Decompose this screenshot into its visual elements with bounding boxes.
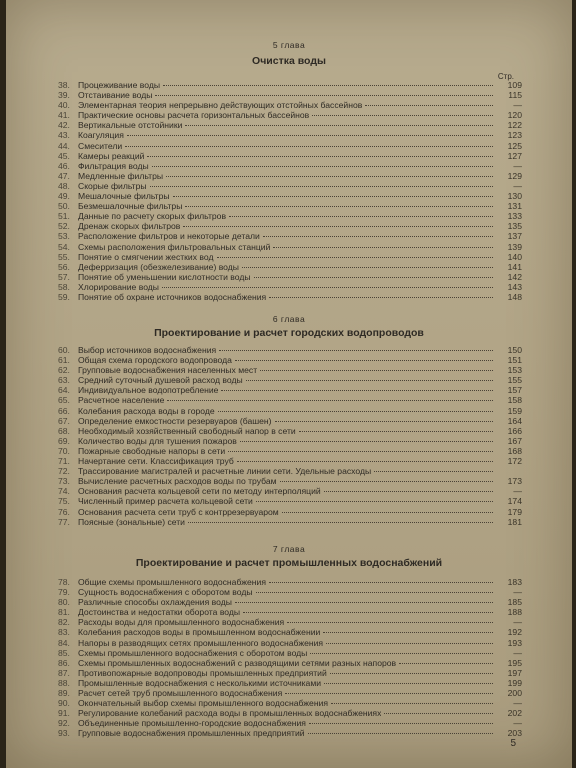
toc-entry-title: Безмешалочные фильтры <box>78 201 183 212</box>
toc-entry-page: 120 <box>507 110 522 121</box>
toc-entry <box>58 496 522 506</box>
toc-entry-number: 53. <box>58 231 70 242</box>
chapter-7-title: Проектирование и расчет промышленных водоснабжений <box>135 557 443 569</box>
toc-entry <box>58 597 522 607</box>
toc-entry <box>58 517 522 527</box>
toc-entry-page: 188 <box>507 607 522 618</box>
toc-entry-number: 52. <box>58 221 70 232</box>
toc-entry <box>58 446 522 456</box>
toc-entry-page: 164 <box>507 415 522 426</box>
dot-leader <box>263 235 493 237</box>
toc-entry <box>58 90 522 100</box>
toc-entry <box>58 708 522 718</box>
toc-entry-title: Понятие об уменьшении кислотности воды <box>78 271 251 282</box>
toc-entry-page: 140 <box>507 251 522 262</box>
toc-entry-number: 45. <box>58 150 70 161</box>
toc-entry <box>58 486 522 496</box>
toc-entry-number: 55. <box>58 251 70 262</box>
toc-entry-page: — <box>513 647 522 658</box>
dot-leader <box>155 94 493 96</box>
toc-entry-title: Объединенные промышленно-городские водоснабжения <box>78 718 306 729</box>
toc-entry-page: 173 <box>507 476 522 487</box>
toc-entry <box>58 355 522 365</box>
toc-entry <box>58 375 522 385</box>
toc-entry-page: 181 <box>507 516 522 527</box>
dot-leader <box>384 712 493 714</box>
toc-entry <box>58 110 522 120</box>
dot-leader <box>273 246 493 248</box>
toc-entry-title: Данные по расчету скорых фильтров <box>78 211 227 222</box>
toc-entry-number: 56. <box>58 261 70 272</box>
toc-entry-number: 54. <box>58 241 70 252</box>
toc-entry-number: 59. <box>58 291 70 302</box>
page-column-header: Стр. <box>497 72 514 81</box>
toc-entry-number: 82. <box>58 617 70 628</box>
toc-entry-number: 49. <box>58 191 70 202</box>
dot-leader <box>228 450 493 452</box>
toc-entry <box>58 292 522 302</box>
toc-entry-title: Схемы промышленных водоснабжений с разводящими сетями разных напоров <box>78 657 397 668</box>
toc-entry-page: 183 <box>507 577 522 587</box>
toc-entry-page: 197 <box>507 667 522 678</box>
toc-entry <box>58 211 522 221</box>
toc-entry-title: Понятие о смягчении жестких вод <box>78 251 214 262</box>
toc-entry-title: Поясные (зональные) сети <box>78 516 185 527</box>
dot-leader <box>229 215 493 217</box>
toc-entry-page: 179 <box>507 506 522 517</box>
toc-entry-number: 42. <box>58 120 70 131</box>
toc-entry <box>58 436 522 446</box>
toc-entry-title: Камеры реакций <box>78 150 145 161</box>
toc-entry-title: Медленные фильтры <box>78 170 164 181</box>
dot-leader <box>280 480 493 482</box>
dot-leader <box>285 692 493 694</box>
toc-entry-number: 78. <box>58 577 70 587</box>
toc-entry-number: 86. <box>58 657 70 668</box>
dot-leader <box>219 349 493 351</box>
toc-entry-title: Расчет сетей труб промышленного водоснабжения <box>78 688 283 699</box>
toc-entry-page: 139 <box>507 241 522 252</box>
dot-leader <box>235 601 493 603</box>
dot-leader <box>188 521 493 523</box>
toc-entry-number: 57. <box>58 271 70 282</box>
toc-entry-number: 85. <box>58 647 70 658</box>
toc-entry-number: 62. <box>58 365 70 376</box>
dot-leader <box>324 682 493 684</box>
toc-entry-page: 199 <box>507 677 522 688</box>
toc-entry-number: 61. <box>58 355 70 366</box>
toc-entry-title: Выбор источников водоснабжения <box>78 345 217 355</box>
toc-entry-page: 202 <box>507 708 522 719</box>
toc-entry <box>58 607 522 617</box>
dot-leader <box>269 581 493 583</box>
toc-entry-number: 74. <box>58 486 70 497</box>
toc-entry-number: 81. <box>58 607 70 618</box>
toc-entry-page: 130 <box>507 191 522 202</box>
toc-entry <box>58 130 522 140</box>
dot-leader <box>275 420 493 422</box>
dot-leader <box>256 500 493 502</box>
dot-leader <box>374 470 493 472</box>
toc-entry-title: Противопожарные водопроводы промышленных предприятий <box>78 667 327 678</box>
toc-entry-title: Групповые водоснабжения промышленных предприятий <box>78 728 305 739</box>
dot-leader <box>147 155 493 157</box>
toc-entry <box>58 426 522 436</box>
dot-leader <box>183 225 493 227</box>
toc-entry-page: 150 <box>507 345 522 355</box>
toc-entry-page: 158 <box>507 395 522 406</box>
toc-entry-title: Расчетное население <box>78 395 165 406</box>
toc-entry-title: Окончательный выбор схемы промышленного водоснабжения <box>78 698 329 709</box>
toc-entry <box>58 406 522 416</box>
dot-leader <box>254 276 493 278</box>
toc-entry-number: 83. <box>58 627 70 638</box>
toc-entry-title: Средний суточный душевой расход воды <box>78 375 243 386</box>
dot-leader <box>312 114 493 116</box>
dot-leader <box>162 286 493 288</box>
toc-entry-title: Колебания расхода воды в городе <box>78 405 215 416</box>
chapter-6-entries <box>58 345 522 527</box>
toc-entry-page: 195 <box>507 657 522 668</box>
dot-leader <box>125 145 493 147</box>
toc-entry-number: 60. <box>58 345 70 355</box>
toc-entry <box>58 171 522 181</box>
toc-entry <box>58 161 522 171</box>
toc-entry <box>58 181 522 191</box>
toc-entry <box>58 688 522 698</box>
toc-entry <box>58 262 522 272</box>
toc-entry-title: Дренаж скорых фильтров <box>78 221 181 232</box>
toc-entry-number: 51. <box>58 211 70 222</box>
toc-entry-number: 87. <box>58 667 70 678</box>
chapter-5-label: 5 глава <box>272 40 306 50</box>
toc-entry <box>58 698 522 708</box>
toc-entry <box>58 668 522 678</box>
dot-leader <box>331 702 493 704</box>
dot-leader <box>323 631 493 633</box>
toc-entry-page: 127 <box>507 150 522 161</box>
toc-entry-title: Процеживание воды <box>78 80 161 90</box>
toc-entry-page: — <box>513 100 522 111</box>
dot-leader <box>282 511 493 513</box>
toc-entry-page: 193 <box>507 637 522 648</box>
toc-entry-title: Смесители <box>78 140 123 151</box>
toc-entry-page: 172 <box>507 456 522 467</box>
toc-entry <box>58 221 522 231</box>
toc-entry-title: Количество воды для тушения пожаров <box>78 435 237 446</box>
toc-entry-title: Достоинства и недостатки оборота воды <box>78 607 241 618</box>
toc-entry <box>58 252 522 262</box>
toc-entry-number: 64. <box>58 385 70 396</box>
toc-entry-number: 77. <box>58 516 70 527</box>
toc-entry-title: Основания расчета сети труб с контррезервуаром <box>78 506 279 517</box>
toc-entry-page: 200 <box>507 688 522 699</box>
toc-entry-page: — <box>513 617 522 628</box>
toc-entry-title: Схемы промышленного водоснабжения с оборотом воды <box>78 647 308 658</box>
toc-entry-title: Основания расчета кольцевой сети по методу интерполяций <box>78 486 321 497</box>
toc-entry-title: Пожарные свободные напоры в сети <box>78 445 226 456</box>
dot-leader <box>221 389 493 391</box>
toc-entry-number: 84. <box>58 637 70 648</box>
toc-entry-number: 38. <box>58 80 70 90</box>
toc-entry-page: 125 <box>507 140 522 151</box>
toc-entry-page: — <box>513 160 522 171</box>
toc-entry-number: 65. <box>58 395 70 406</box>
dot-leader <box>173 195 493 197</box>
toc-entry <box>58 120 522 130</box>
toc-entry-page: 109 <box>507 80 522 90</box>
chapter-7-label: 7 глава <box>272 544 306 554</box>
toc-entry-title: Расходы воды для промышленного водоснабжения <box>78 617 285 628</box>
dot-leader <box>309 722 493 724</box>
toc-entry-title: Вычисление расчетных расходов воды по трубам <box>78 476 277 487</box>
dot-leader <box>330 672 493 674</box>
dot-leader <box>127 134 493 136</box>
dot-leader <box>163 84 493 86</box>
dot-leader <box>365 104 493 106</box>
toc-entry-number: 71. <box>58 456 70 467</box>
toc-entry-number: 50. <box>58 201 70 212</box>
dot-leader <box>256 591 493 593</box>
toc-entry-title: Понятие об охране источников водоснабжения <box>78 291 267 302</box>
toc-entry-page: 135 <box>507 221 522 232</box>
dot-leader <box>243 611 493 613</box>
chapter-7-entries <box>58 577 522 739</box>
toc-entry <box>58 151 522 161</box>
toc-entry-number: 72. <box>58 466 70 477</box>
toc-entry-page: — <box>513 718 522 729</box>
toc-entry-page: 151 <box>507 355 522 366</box>
toc-entry-number: 90. <box>58 698 70 709</box>
dot-leader <box>299 430 493 432</box>
toc-entry-page: 131 <box>507 201 522 212</box>
toc-entry-page: 122 <box>507 120 522 131</box>
toc-entry-number: 91. <box>58 708 70 719</box>
toc-entry-page: 143 <box>507 281 522 292</box>
toc-entry-title: Групповые водоснабжения населенных мест <box>78 365 258 376</box>
toc-entry-title: Напоры в разводящих сетях промышленного водоснабжения <box>78 637 324 648</box>
toc-entry-number: 41. <box>58 110 70 121</box>
toc-entry-page: 174 <box>507 496 522 507</box>
dot-leader <box>326 642 493 644</box>
toc-entry-number: 39. <box>58 90 70 101</box>
toc-entry-number: 46. <box>58 160 70 171</box>
toc-entry-page: 192 <box>507 627 522 638</box>
toc-entry-number: 66. <box>58 405 70 416</box>
toc-entry-number: 76. <box>58 506 70 517</box>
toc-entry-number: 75. <box>58 496 70 507</box>
toc-entry-title: Хлорирование воды <box>78 281 159 292</box>
toc-entry-title: Определение емкостности резервуаров (башен) <box>78 415 272 426</box>
chapter-5-entries <box>58 80 522 302</box>
toc-entry-title: Регулирование колебаний расхода воды в промышленных водоснабжениях <box>78 708 382 719</box>
dot-leader <box>269 296 493 298</box>
toc-entry-title: Деферризация (обезжелезивание) воды <box>78 261 239 272</box>
dot-leader <box>152 165 493 167</box>
toc-entry <box>58 395 522 405</box>
dot-leader <box>287 621 493 623</box>
chapter-6-label: 6 глава <box>272 314 306 324</box>
toc-entry-title: Вертикальные отстойники <box>78 120 183 131</box>
toc-entry-page: 148 <box>507 291 522 302</box>
toc-entry <box>58 658 522 668</box>
dot-leader <box>240 440 493 442</box>
toc-entry-number: 92. <box>58 718 70 729</box>
toc-entry-page: — <box>513 698 522 709</box>
toc-entry <box>58 476 522 486</box>
toc-entry <box>58 638 522 648</box>
toc-entry-page: 153 <box>507 365 522 376</box>
toc-entry-number: 47. <box>58 170 70 181</box>
toc-entry-number: 43. <box>58 130 70 141</box>
toc-entry-page: 155 <box>507 375 522 386</box>
toc-entry-page: — <box>513 587 522 598</box>
dot-leader <box>242 266 493 268</box>
toc-entry-title: Промышленные водоснабжения с несколькими источниками <box>78 677 322 688</box>
dot-leader <box>235 359 493 361</box>
toc-entry <box>58 718 522 728</box>
toc-entry <box>58 385 522 395</box>
dot-leader <box>310 652 493 654</box>
toc-entry-title: Необходимый хозяйственный свободный напор в сети <box>78 425 296 436</box>
toc-entry-title: Колебания расходов воды в промышленном водоснабжении <box>78 627 321 638</box>
toc-entry-title: Индивидуальное водопотребление <box>78 385 219 396</box>
dot-leader <box>166 175 493 177</box>
toc-entry <box>58 201 522 211</box>
toc-entry-title: Фильтрация воды <box>78 160 149 171</box>
toc-entry-title: Схемы расположения фильтровальных станций <box>78 241 271 252</box>
toc-entry <box>58 242 522 252</box>
toc-entry-number: 88. <box>58 677 70 688</box>
toc-entry-page: 185 <box>507 597 522 608</box>
toc-entry-title: Общие схемы промышленного водоснабжения <box>78 577 266 587</box>
toc-entry <box>58 728 522 738</box>
toc-entry-page: 123 <box>507 130 522 141</box>
toc-entry-number: 70. <box>58 445 70 456</box>
toc-entry <box>58 507 522 517</box>
toc-entry-number: 68. <box>58 425 70 436</box>
toc-entry-page: 166 <box>507 425 522 436</box>
dot-leader <box>150 185 493 187</box>
toc-entry-number: 93. <box>58 728 70 739</box>
toc-entry-title: Элементарная теория непрерывно действующих отстойных бассейнов <box>78 100 363 111</box>
dot-leader <box>217 256 494 258</box>
toc-entry-number: 69. <box>58 435 70 446</box>
toc-entry-title: Практические основы расчета горизонтальных бассейнов <box>78 110 310 121</box>
toc-entry-title: Начертание сети. Классификация труб <box>78 456 234 467</box>
toc-entry-number: 44. <box>58 140 70 151</box>
toc-entry <box>58 416 522 426</box>
toc-entry-title: Трассирование магистралей и расчетные линии сети. Удельные расходы <box>78 466 372 477</box>
toc-entry-title: Общая схема городского водопровода <box>78 355 232 366</box>
toc-entry <box>58 345 522 355</box>
toc-entry-number: 80. <box>58 597 70 608</box>
page-number: 5 <box>510 738 516 749</box>
toc-entry <box>58 617 522 627</box>
toc-entry-title: Расположение фильтров и некоторые детали <box>78 231 260 242</box>
toc-entry <box>58 365 522 375</box>
dot-leader <box>399 662 493 664</box>
toc-entry-number: 79. <box>58 587 70 598</box>
toc-entry <box>58 577 522 587</box>
toc-entry-page: 203 <box>507 728 522 739</box>
toc-entry <box>58 648 522 658</box>
toc-entry-title: Сущность водоснабжения с оборотом воды <box>78 587 253 598</box>
toc-entry-number: 58. <box>58 281 70 292</box>
toc-entry-number: 89. <box>58 688 70 699</box>
book-page <box>6 0 572 768</box>
toc-entry-title: Отстаивание воды <box>78 90 153 101</box>
toc-entry-number: 63. <box>58 375 70 386</box>
toc-entry <box>58 100 522 110</box>
toc-entry-page: 115 <box>508 90 522 101</box>
toc-entry <box>58 678 522 688</box>
toc-entry-title: Мешалочные фильтры <box>78 191 170 202</box>
toc-entry <box>58 282 522 292</box>
toc-entry <box>58 80 522 90</box>
toc-entry <box>58 231 522 241</box>
dot-leader <box>167 399 493 401</box>
toc-entry <box>58 141 522 151</box>
dot-leader <box>260 369 493 371</box>
toc-entry-page: — <box>513 486 522 497</box>
toc-entry-number: 67. <box>58 415 70 426</box>
toc-entry-title: Скорые фильтры <box>78 180 147 191</box>
dot-leader <box>246 379 493 381</box>
toc-entry-number: 40. <box>58 100 70 111</box>
toc-entry-page: 168 <box>507 445 522 456</box>
toc-entry-page: 137 <box>507 231 522 242</box>
toc-entry <box>58 587 522 597</box>
dot-leader <box>218 410 493 412</box>
toc-entry-title: Различные способы охлаждения воды <box>78 597 232 608</box>
toc-entry-title: Численный пример расчета кольцевой сети <box>78 496 253 507</box>
toc-entry-number: 73. <box>58 476 70 487</box>
chapter-6-title: Проектирование и расчет городских водопроводов <box>154 327 424 339</box>
toc-entry <box>58 191 522 201</box>
toc-entry-page: 159 <box>507 405 522 416</box>
toc-entry <box>58 272 522 282</box>
dot-leader <box>185 205 493 207</box>
chapter-5-title: Очистка воды <box>252 55 326 67</box>
toc-entry <box>58 456 522 466</box>
toc-entry-page: 167 <box>507 435 522 446</box>
toc-entry <box>58 627 522 637</box>
toc-entry-page: 142 <box>507 271 522 282</box>
toc-entry-page: — <box>513 180 522 191</box>
dot-leader <box>324 490 493 492</box>
toc-entry <box>58 466 522 476</box>
toc-entry-page: 133 <box>507 211 522 222</box>
toc-entry-title: Коагуляция <box>78 130 124 141</box>
toc-entry-number: 48. <box>58 180 70 191</box>
toc-entry-page: 141 <box>507 261 522 272</box>
toc-entry-page: 129 <box>507 170 522 181</box>
toc-entry-page: 157 <box>507 385 522 396</box>
dot-leader <box>185 124 493 126</box>
dot-leader <box>308 732 493 734</box>
dot-leader <box>237 460 493 462</box>
